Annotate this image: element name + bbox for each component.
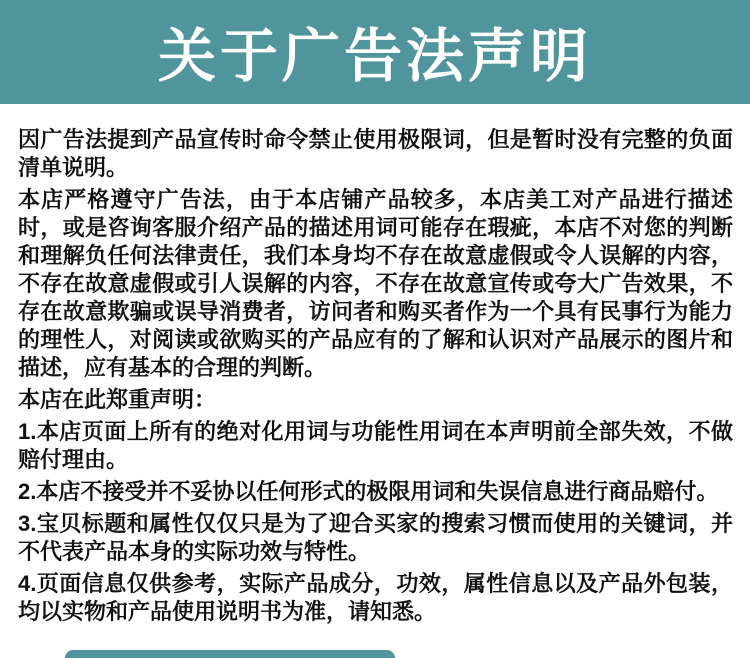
statement-paragraph: 因广告法提到产品宣传时命令禁止使用极限词，但是暂时没有完整的负面清单说明。	[18, 127, 733, 180]
statement-paragraph: 1.本店页面上所有的绝对化用词与功能性用词在本声明前全部失效，不做赔付理由。	[18, 419, 733, 472]
statement-paragraph: 3.宝贝标题和属性仅仅只是为了迎合买家的搜索习惯而使用的关键词，并不代表产品本身的实际功效与特性。	[18, 511, 733, 564]
statement-paragraph: 本店严格遵守广告法，由于本店铺产品较多，本店美工对产品进行描述时，或是咨询客服介绍产品的描述用词可能存在瑕疵，本店不对您的判断和理解负任何法律责任，我们本身均不存在故意虚假或令人误解的内容，不存在故意虚假或引人误解的内容，不存在故意宣传或夸大广告效果，不存在故意欺骗或误导消费者，访问者和购买者作为一个具有民事行为能力的理性人，对阅读或欲购买的产品应有的了解和认识对产品展示的图片和描述，应有基本的合理的判断。	[18, 187, 733, 380]
statement-body	[0, 104, 750, 626]
statement-paragraph: 本店在此郑重声明：	[18, 387, 217, 412]
header-banner	[0, 0, 750, 104]
page-title: 关于广告法声明	[157, 24, 592, 89]
statement-paragraph: 2.本店不接受并不妥协以任何形式的极限用词和失误信息进行商品赔付。	[18, 479, 719, 504]
next-section-banner-peek	[65, 650, 395, 658]
statement-paragraph: 4.页面信息仅供参考，实际产品成分，功效，属性信息以及产品外包装，均以实物和产品使用说明书为准，请知悉。	[18, 571, 733, 624]
